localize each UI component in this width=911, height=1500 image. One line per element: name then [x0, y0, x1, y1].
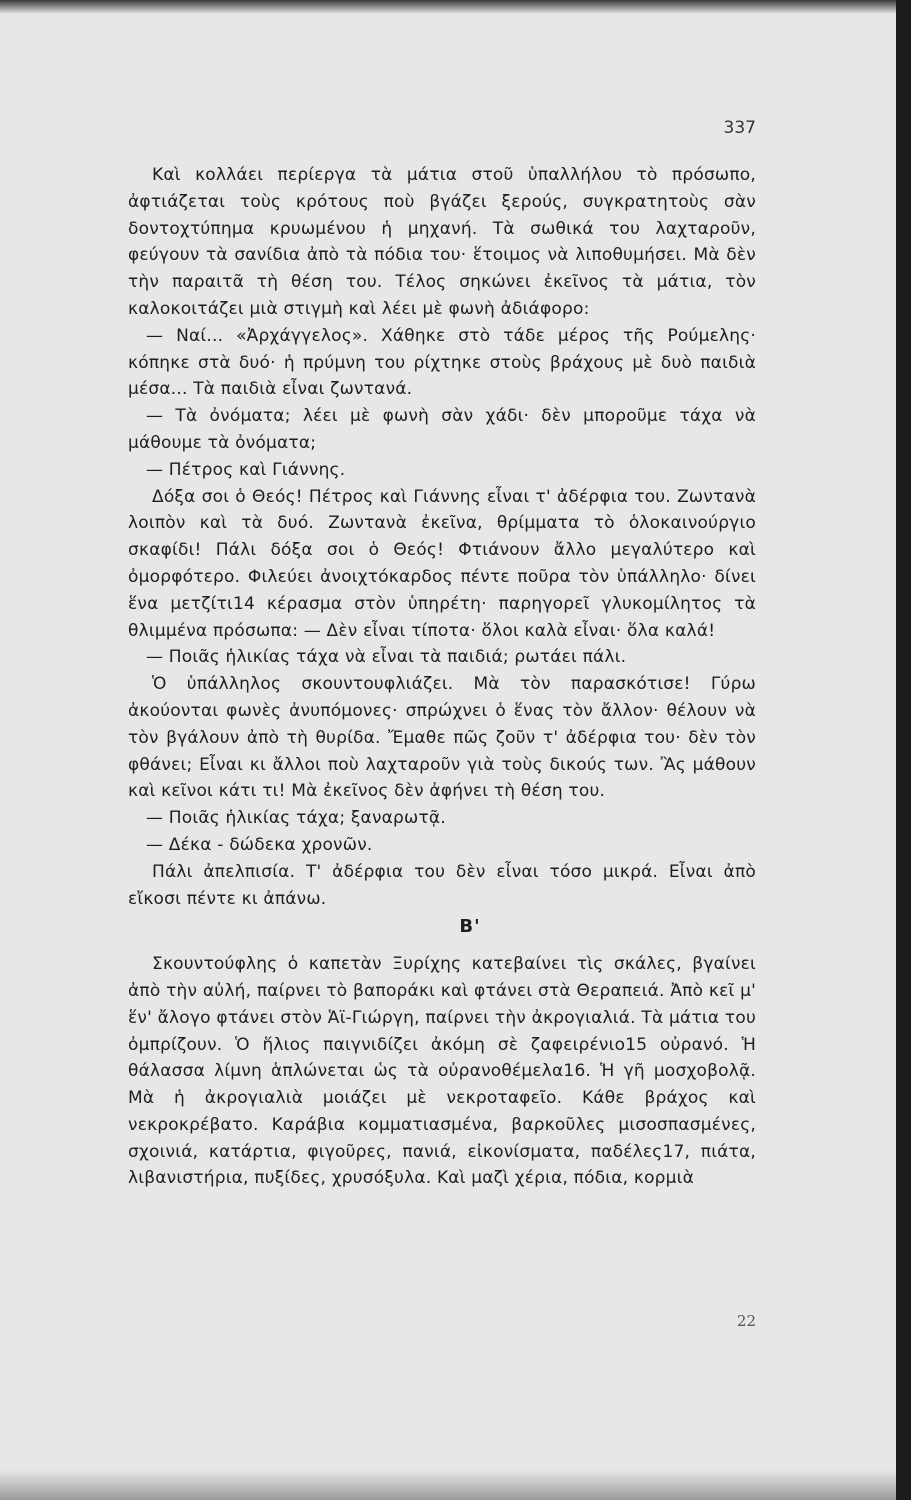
- body-text: [128, 162, 756, 1192]
- paragraph: — Ποιᾶς ἡλικίας τάχα νὰ εἶναι τὰ παιδιά; ρωτάει πάλι.: [146, 647, 627, 668]
- bottom-shadow: [0, 1470, 896, 1500]
- page-number: 337: [723, 118, 756, 138]
- paragraph: — Ποιᾶς ἡλικίας τάχα; ξαναρωτᾷ.: [146, 808, 446, 829]
- paragraph: Ὁ ὑπάλληλος σκουντουφλιάζει. Μὰ τὸν παρασκότισε! Γύρω ἀκούονται φωνὲς ἀνυπόμονες· σπρώχνει ὁ ἕνας τὸν ἄλλον· θέλουν νὰ τὸν βγάλουν ἀπὸ τὴ θυρίδα. Ἔμαθε πῶς ζοῦν τ' ἀδέρφια του· δὲν τὸν φθάνει; Εἶναι κι ἄλλοι ποὺ λαχταροῦν γιὰ τοὺς δικούς των. Ἂς μάθουν καὶ κεῖνοι κάτι τι! Μὰ ἐκεῖνος δὲν ἀφήνει τὴ θέση του.: [128, 674, 756, 802]
- paragraph: — Τὰ ὀνόματα; λέει μὲ φωνὴ σὰν χάδι· δὲν μποροῦμε τάχα νὰ μάθουμε τὰ ὀνόματα;: [128, 406, 756, 453]
- paragraph: Καὶ κολλάει περίεργα τὰ μάτια στοῦ ὑπαλλήλου τὸ πρόσωπο, ἀφτιάζεται τοὺς κρότους ποὺ βγάζει ξερούς, συγκρατητοὺς σὰν δοντοχτύπημα κρυωμένου ἡ μηχανή. Τὰ σωθικά του λαχταροῦν, φεύγουν τὰ σανίδια ἀπὸ τὰ πόδια του· ἕτοιμος νὰ λιποθυμήσει. Μὰ δὲν τὴν παραιτᾶ τὴ θέση του. Τέλος σηκώνει ἐκεῖνος τὰ μάτια, τὸν καλοκοιτάζει μιὰ στιγμὴ καὶ λέει μὲ φωνὴ ἀδιάφορο:: [128, 165, 756, 319]
- paragraph: — Δέκα - δώδεκα χρονῶν.: [146, 834, 373, 855]
- page-edge: [896, 0, 911, 1500]
- signature-mark: 22: [736, 1312, 756, 1330]
- section-heading: Β': [459, 916, 481, 938]
- paragraph: — Πέτρος καὶ Γιάννης.: [146, 459, 346, 480]
- paragraph: — Ναί... «Ἀρχάγγελος». Χάθηκε στὸ τάδε μέρος τῆς Ρούμελης· κόπηκε στὰ δυό· ἡ πρύμνη του ρίχτηκε στοὺς βράχους μὲ δυὸ παιδιὰ μέσα... Τὰ παιδιὰ εἶναι ζωντανά.: [128, 325, 756, 400]
- paragraph: Δόξα σοι ὁ Θεός! Πέτρος καὶ Γιάννης εἶναι τ' ἀδέρφια του. Ζωντανὰ λοιπὸν καὶ τὰ δυό. Ζωντανὰ ἐκεῖνα, θρίμματα τὸ ὁλοκαινούργιο σκαφίδι! Πάλι δόξα σοι ὁ Θεός! Φτιάνουν ἄλλο μεγαλύτερο καὶ ὀμορφότερο. Φιλεύει ἀνοιχτόκαρδος πέντε ποῦρα τὸν ὑπάλληλο· δίνει ἕνα μετζίτι14 κέρασμα στὸν ὑπηρέτη· παρηγορεῖ γλυκομίλητος τὰ θλιμμένα πρόσωπα: — Δὲν εἶναι τίποτα· ὅλοι καλὰ εἶναι· ὅλα καλά!: [128, 486, 756, 641]
- paragraph: Πάλι ἀπελπισία. Τ' ἀδέρφια του δὲν εἶναι τόσο μικρά. Εἶναι ἀπὸ εἴκοσι πέντε κι ἀπάνω.: [128, 861, 756, 909]
- top-shadow: [0, 0, 896, 14]
- paragraph: Σκουντούφλης ὁ καπετὰν Ξυρίχης κατεβαίνει τὶς σκάλες, βγαίνει ἀπὸ τὴν αὐλή, παίρνει τὸ βαποράκι καὶ φτάνει στὰ Θεραπειά. Ἀπὸ κεῖ μ' ἕν' ἄλογο φτάνει στὸν Ἁϊ-Γιώργη, παίρνει τὴν ἀκρογιαλιά. Τὰ μάτια του ὀμπρίζουν. Ὁ ἥλιος παιγνιδίζει ἀκόμη σὲ ζαφειρένιο15 οὐρανό. Ἡ θάλασσα λίμνη ἁπλώνεται ὡς τὰ οὐρανοθέμελα16. Ἡ γῆ μοσχοβολᾷ. Μὰ ἡ ἀκρογιαλιὰ μοιάζει μὲ νεκροταφεῖο. Κάθε βράχος καὶ νεκροκρέβατο. Καράβια κομματιασμένα, βαρκοῦλες μισοσπασμένες, σχοινιά, κατάρτια, φιγοῦρες, πανιά, εἰκονίσματα, παδέλες17, πιάτα, λιβανιστήρια, πυξίδες, χρυσόξυλα. Καὶ μαζὶ χέρια, πόδια, κορμιὰ: [128, 954, 756, 1189]
